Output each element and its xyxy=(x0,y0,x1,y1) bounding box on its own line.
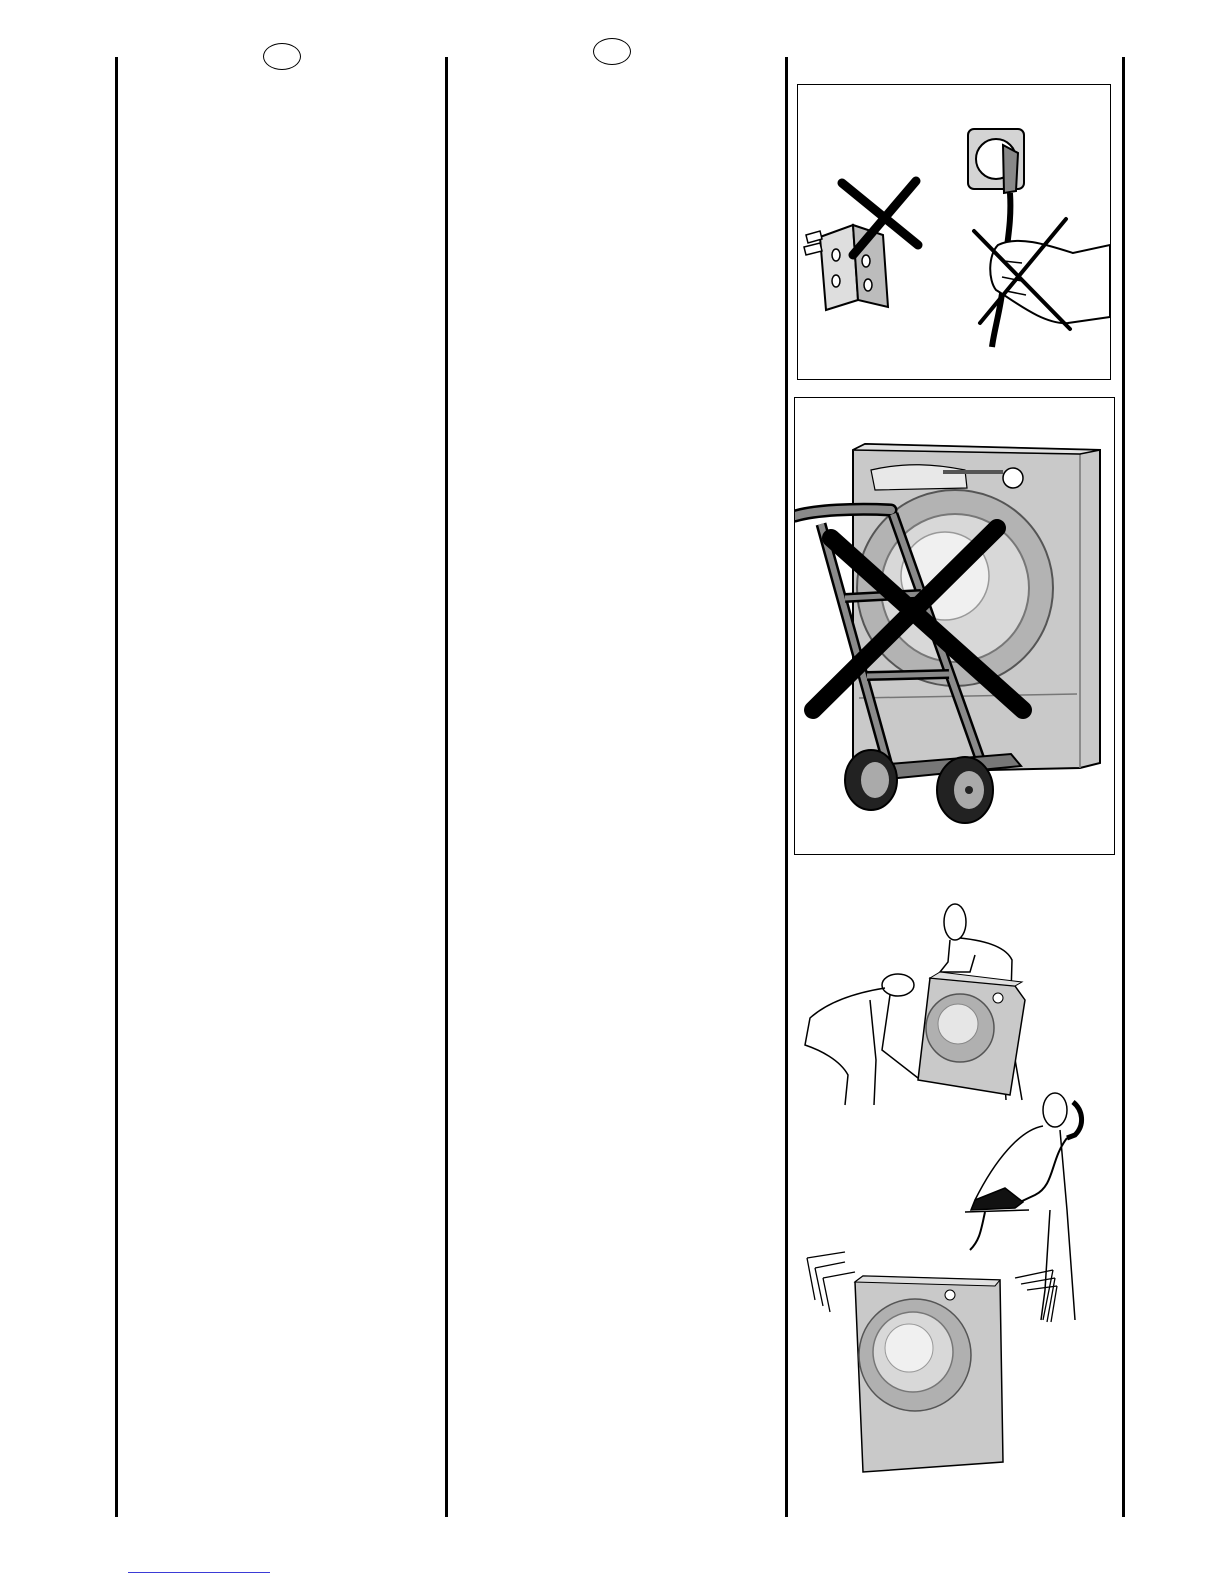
hand-pulling-cable-icon xyxy=(990,193,1110,347)
footer-link-underline[interactable] xyxy=(128,1572,270,1573)
washing-machine-icon xyxy=(855,1276,1003,1472)
left-column-language-badge xyxy=(263,43,301,70)
washing-machine-icon xyxy=(918,972,1025,1095)
multi-plug-adapter-icon xyxy=(804,225,888,310)
person-lifting-icon xyxy=(805,974,918,1105)
washing-machine-icon xyxy=(853,444,1100,773)
column-divider-center-right xyxy=(785,57,788,1517)
iron-icon xyxy=(965,1188,1029,1250)
column-divider-center-left xyxy=(445,57,448,1517)
plug-warning-panel xyxy=(797,84,1111,380)
column-divider-right xyxy=(1122,57,1125,1517)
column-divider-left xyxy=(115,57,118,1517)
lifting-illustration xyxy=(800,900,1100,1110)
wall-socket-icon xyxy=(968,129,1024,193)
trolley-warning-panel xyxy=(794,397,1115,855)
middle-column-language-badge xyxy=(593,38,631,65)
safety-distance-illustration xyxy=(805,1090,1115,1475)
